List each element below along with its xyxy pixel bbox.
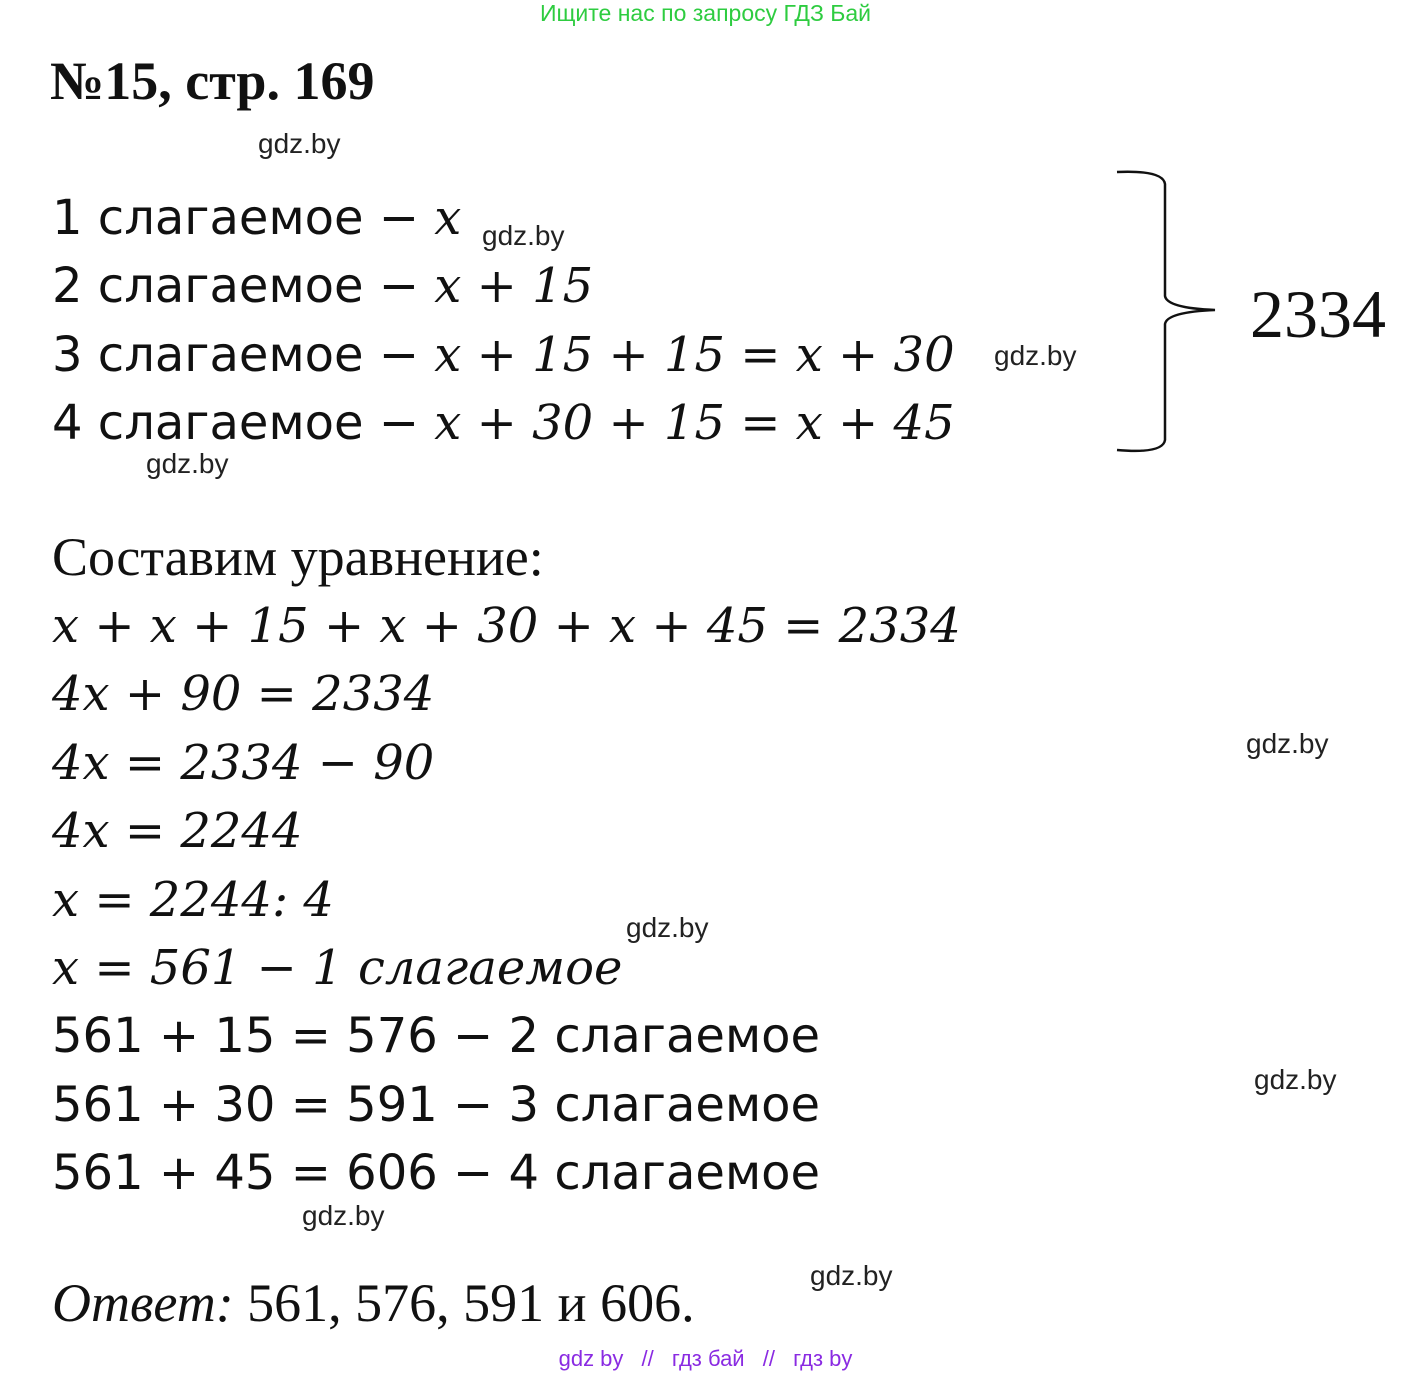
brace-total: 2334: [1250, 276, 1386, 352]
term-label: 3 слагаемое −: [52, 327, 435, 383]
curly-brace-icon: [1115, 168, 1225, 458]
term-label: 4 слагаемое −: [52, 395, 435, 451]
term-expression: x + 15: [434, 258, 594, 314]
footer-link-gdz-by-ru[interactable]: гдз by: [793, 1346, 853, 1371]
watermark: gdz.by: [258, 128, 341, 159]
answer: [52, 1272, 695, 1334]
step-line-1: x + x + 15 + x + 30 + x + 45 = 2334: [52, 598, 961, 654]
term-label: 1 слагаемое −: [52, 190, 435, 246]
top-banner: Ищите нас по запросу ГДЗ Бай: [539, 0, 872, 26]
step-line-5: x = 2244: 4: [52, 872, 334, 928]
term-line-1: [52, 188, 461, 248]
term-expression: x + 15 + 15 = x + 30: [434, 327, 955, 383]
watermark: gdz.by: [1246, 728, 1329, 759]
watermark: gdz.by: [146, 448, 229, 479]
page-title: №15, стр. 169: [50, 51, 375, 111]
watermark: gdz.by: [1254, 1064, 1337, 1095]
step-line-7: 561 + 15 = 576 − 2 слагаемое: [52, 1008, 821, 1064]
step-line-8: 561 + 30 = 591 − 3 слагаемое: [52, 1077, 821, 1133]
watermark: gdz.by: [994, 340, 1077, 371]
answer-label: Ответ:: [52, 1273, 234, 1333]
answer-value: 561, 576, 591 и 606.: [233, 1273, 695, 1333]
step-line-3: 4x = 2334 − 90: [52, 735, 435, 791]
term-expression: x: [434, 190, 462, 246]
step-line-2: 4x + 90 = 2334: [52, 666, 435, 722]
watermark: gdz.by: [626, 912, 709, 943]
watermark: gdz.by: [810, 1260, 893, 1291]
footer-links: [0, 1346, 1411, 1372]
term-expression: x + 30 + 15 = x + 45: [434, 395, 955, 451]
watermark: gdz.by: [482, 220, 565, 251]
footer-link-gdz-by[interactable]: gdz by: [558, 1346, 624, 1371]
term-line-2: [52, 256, 593, 316]
term-line-4: [52, 393, 955, 453]
step-line-6: x = 561 − 1 слагаемое: [52, 940, 623, 996]
term-label: 2 слагаемое −: [52, 258, 435, 314]
watermark: gdz.by: [302, 1200, 385, 1231]
step-line-4: 4x = 2244: [52, 803, 303, 859]
step-line-9: 561 + 45 = 606 − 4 слагаемое: [52, 1145, 821, 1201]
footer-separator: //: [641, 1346, 654, 1371]
term-line-3: [52, 325, 955, 385]
footer-separator: //: [762, 1346, 775, 1371]
footer-link-gdz-bai[interactable]: гдз бай: [671, 1346, 745, 1371]
equation-heading: Составим уравнение:: [52, 527, 544, 587]
